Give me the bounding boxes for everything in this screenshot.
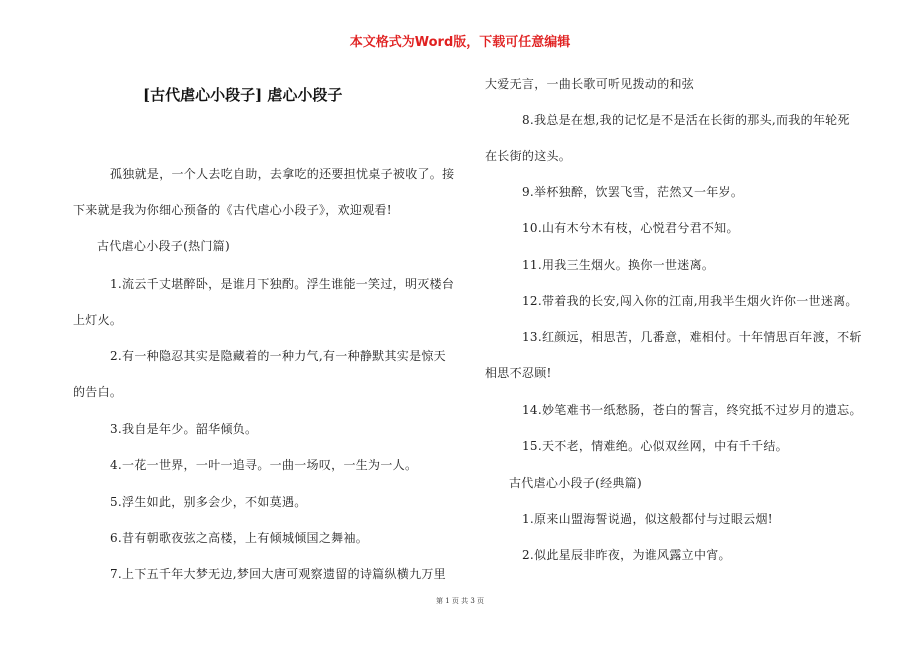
item-2-line-2: 的告白。	[73, 385, 123, 399]
section-heading-classic: 古代虐心小段子(经典篇)	[509, 476, 642, 490]
item-1-line-2: 上灯火。	[73, 313, 123, 327]
item-7-line-2: 大爱无言，一曲长歌可听见拨动的和弦	[485, 77, 695, 91]
item-10: 10.山有木兮木有枝，心悦君兮君不知。	[522, 221, 739, 235]
item-12: 12.带着我的长安,闯入你的江南,用我半生烟火许你一世迷离。	[522, 294, 858, 308]
document-title: [古代虐心小段子] 虐心小段子	[143, 86, 343, 104]
item-8-line-1: 8.我总是在想,我的记忆是不是活在长街的那头,而我的年轮死	[522, 113, 850, 127]
item-3: 3.我自是年少。韶华倾负。	[110, 422, 258, 436]
classic-item-2: 2.似此星辰非昨夜，为谁风露立中宵。	[522, 548, 731, 562]
page-number-footer: 第 1 页 共 3 页	[435, 597, 485, 605]
item-13-line-2: 相思不忍顾!	[485, 366, 552, 380]
intro-line-2: 下来就是我为你细心预备的《古代虐心小段子》，欢迎观看!	[73, 203, 392, 217]
item-14: 14.妙笔难书一纸愁肠，苍白的誓言，终究抵不过岁月的遗忘。	[522, 403, 862, 417]
item-5: 5.浮生如此，别多会少，不如莫遇。	[110, 495, 307, 509]
item-15: 15.天不老，情难绝。心似双丝网，中有千千结。	[522, 439, 788, 453]
classic-item-1: 1.原来山盟海誓说過，似这般都付与过眼云烟!	[522, 512, 773, 526]
item-2-line-1: 2.有一种隐忍其实是隐藏着的一种力气,有一种静默其实是惊天	[110, 349, 446, 363]
intro-line-1: 孤独就是，一个人去吃自助，去拿吃的还要担忧桌子被收了。接	[110, 167, 455, 181]
item-6: 6.昔有朝歌夜弦之高楼，上有倾城倾国之舞袖。	[110, 531, 369, 545]
item-9: 9.举杯独醉，饮罢飞雪，茫然又一年岁。	[522, 185, 744, 199]
editable-notice-banner: 本文格式为Word版，下载可任意编辑	[349, 35, 571, 50]
item-4: 4.一花一世界，一叶一追寻。一曲一场叹，一生为一人。	[110, 458, 418, 472]
item-1-line-1: 1.流云千丈堪醉卧，是谁月下独酌。浮生谁能一笑过，明灭楼台	[110, 277, 455, 291]
item-13-line-1: 13.红颜远，相思苦，几番意，难相付。十年情思百年渡，不斩	[522, 330, 862, 344]
item-11: 11.用我三生烟火。换你一世迷离。	[522, 258, 715, 272]
section-heading-hot: 古代虐心小段子(热门篇)	[97, 239, 230, 253]
item-7-line-1: 7.上下五千年大梦无边,梦回大唐可观察遗留的诗篇纵横九万里	[110, 567, 446, 581]
item-8-line-2: 在长街的这头。	[485, 149, 572, 163]
